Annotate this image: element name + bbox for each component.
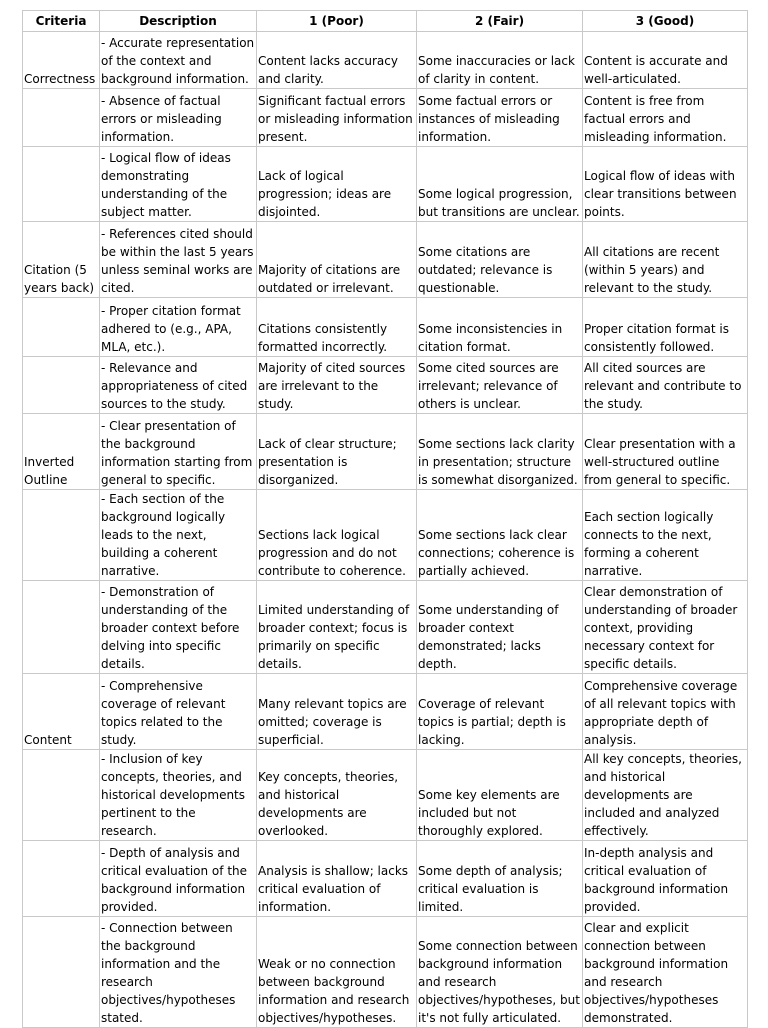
good-cell: All cited sources are relevant and contribute to the study.: [583, 357, 748, 414]
criteria-cell: [23, 298, 100, 357]
poor-cell: Many relevant topics are omitted; coverage is superficial.: [257, 674, 417, 750]
fair-cell: Some cited sources are irrelevant; relevance of others is unclear.: [417, 357, 583, 414]
table-row: [23, 841, 748, 917]
fair-cell: Some connection between background information and research objectives/hypotheses, but it's not fully articulated.: [417, 917, 583, 1028]
poor-cell: Lack of clear structure; presentation is disorganized.: [257, 414, 417, 490]
criteria-cell: [23, 750, 100, 841]
criteria-cell: [23, 841, 100, 917]
good-cell: Content is accurate and well-articulated.: [583, 32, 748, 89]
table-row: [23, 750, 748, 841]
poor-cell: Limited understanding of broader context; focus is primarily on specific details.: [257, 581, 417, 674]
fair-cell: Some depth of analysis; critical evaluation is limited.: [417, 841, 583, 917]
criteria-cell: Inverted Outline: [23, 414, 100, 490]
poor-cell: Sections lack logical progression and do not contribute to coherence.: [257, 490, 417, 581]
description-cell: - Connection between the background information and the research objectives/hypotheses stated.: [100, 917, 257, 1028]
description-cell: - Relevance and appropriateness of cited sources to the study.: [100, 357, 257, 414]
table-row: [23, 414, 748, 490]
description-cell: - Inclusion of key concepts, theories, and historical developments pertinent to the research.: [100, 750, 257, 841]
header-poor: 1 (Poor): [257, 11, 417, 32]
fair-cell: Some understanding of broader context demonstrated; lacks depth.: [417, 581, 583, 674]
header-good: 3 (Good): [583, 11, 748, 32]
criteria-cell: [23, 147, 100, 222]
fair-cell: Some citations are outdated; relevance is questionable.: [417, 222, 583, 298]
fair-cell: Some logical progression, but transitions are unclear.: [417, 147, 583, 222]
description-cell: - Depth of analysis and critical evaluation of the background information provided.: [100, 841, 257, 917]
table-row: [23, 32, 748, 89]
poor-cell: Weak or no connection between background information and research objectives/hypotheses.: [257, 917, 417, 1028]
table-row: [23, 581, 748, 674]
good-cell: Each section logically connects to the next, forming a coherent narrative.: [583, 490, 748, 581]
good-cell: All key concepts, theories, and historical developments are included and analyzed effectively.: [583, 750, 748, 841]
criteria-cell: [23, 89, 100, 147]
good-cell: In-depth analysis and critical evaluation of background information provided.: [583, 841, 748, 917]
header-fair: 2 (Fair): [417, 11, 583, 32]
poor-cell: Key concepts, theories, and historical developments are overlooked.: [257, 750, 417, 841]
poor-cell: Majority of cited sources are irrelevant to the study.: [257, 357, 417, 414]
poor-cell: Citations consistently formatted incorrectly.: [257, 298, 417, 357]
fair-cell: Some sections lack clarity in presentation; structure is somewhat disorganized.: [417, 414, 583, 490]
criteria-cell: Content: [23, 674, 100, 750]
criteria-cell: Citation (5 years back): [23, 222, 100, 298]
description-cell: - Each section of the background logically leads to the next, building a coherent narrative.: [100, 490, 257, 581]
fair-cell: Some inaccuracies or lack of clarity in content.: [417, 32, 583, 89]
description-cell: - Proper citation format adhered to (e.g., APA, MLA, etc.).: [100, 298, 257, 357]
table-row: [23, 222, 748, 298]
description-cell: - Absence of factual errors or misleading information.: [100, 89, 257, 147]
table-row: [23, 917, 748, 1028]
good-cell: Content is free from factual errors and misleading information.: [583, 89, 748, 147]
description-cell: - Clear presentation of the background information starting from general to specific.: [100, 414, 257, 490]
poor-cell: Analysis is shallow; lacks critical evaluation of information.: [257, 841, 417, 917]
poor-cell: Majority of citations are outdated or irrelevant.: [257, 222, 417, 298]
criteria-cell: [23, 490, 100, 581]
description-cell: - References cited should be within the last 5 years unless seminal works are cited.: [100, 222, 257, 298]
rubric-body: [23, 32, 748, 1028]
description-cell: - Comprehensive coverage of relevant topics related to the study.: [100, 674, 257, 750]
good-cell: Clear and explicit connection between background information and research objectives/hypotheses demonstrated.: [583, 917, 748, 1028]
good-cell: Logical flow of ideas with clear transitions between points.: [583, 147, 748, 222]
table-row: [23, 490, 748, 581]
rubric-table: [22, 10, 748, 1028]
header-row: [23, 11, 748, 32]
description-cell: - Accurate representation of the context and background information.: [100, 32, 257, 89]
poor-cell: Significant factual errors or misleading information present.: [257, 89, 417, 147]
good-cell: All citations are recent (within 5 years) and relevant to the study.: [583, 222, 748, 298]
description-cell: - Demonstration of understanding of the broader context before delving into specific details.: [100, 581, 257, 674]
criteria-cell: [23, 357, 100, 414]
table-row: [23, 674, 748, 750]
fair-cell: Some sections lack clear connections; coherence is partially achieved.: [417, 490, 583, 581]
good-cell: Comprehensive coverage of all relevant topics with appropriate depth of analysis.: [583, 674, 748, 750]
good-cell: Proper citation format is consistently followed.: [583, 298, 748, 357]
poor-cell: Lack of logical progression; ideas are disjointed.: [257, 147, 417, 222]
table-row: [23, 89, 748, 147]
table-row: [23, 298, 748, 357]
fair-cell: Some key elements are included but not thoroughly explored.: [417, 750, 583, 841]
header-description: Description: [100, 11, 257, 32]
criteria-cell: [23, 581, 100, 674]
table-row: [23, 357, 748, 414]
description-cell: - Logical flow of ideas demonstrating understanding of the subject matter.: [100, 147, 257, 222]
poor-cell: Content lacks accuracy and clarity.: [257, 32, 417, 89]
criteria-cell: Correctness: [23, 32, 100, 89]
good-cell: Clear demonstration of understanding of broader context, providing necessary context for specific details.: [583, 581, 748, 674]
rubric-header: [23, 11, 748, 32]
table-row: [23, 147, 748, 222]
fair-cell: Some inconsistencies in citation format.: [417, 298, 583, 357]
criteria-cell: [23, 917, 100, 1028]
good-cell: Clear presentation with a well-structured outline from general to specific.: [583, 414, 748, 490]
fair-cell: Coverage of relevant topics is partial; depth is lacking.: [417, 674, 583, 750]
header-criteria: Criteria: [23, 11, 100, 32]
fair-cell: Some factual errors or instances of misleading information.: [417, 89, 583, 147]
